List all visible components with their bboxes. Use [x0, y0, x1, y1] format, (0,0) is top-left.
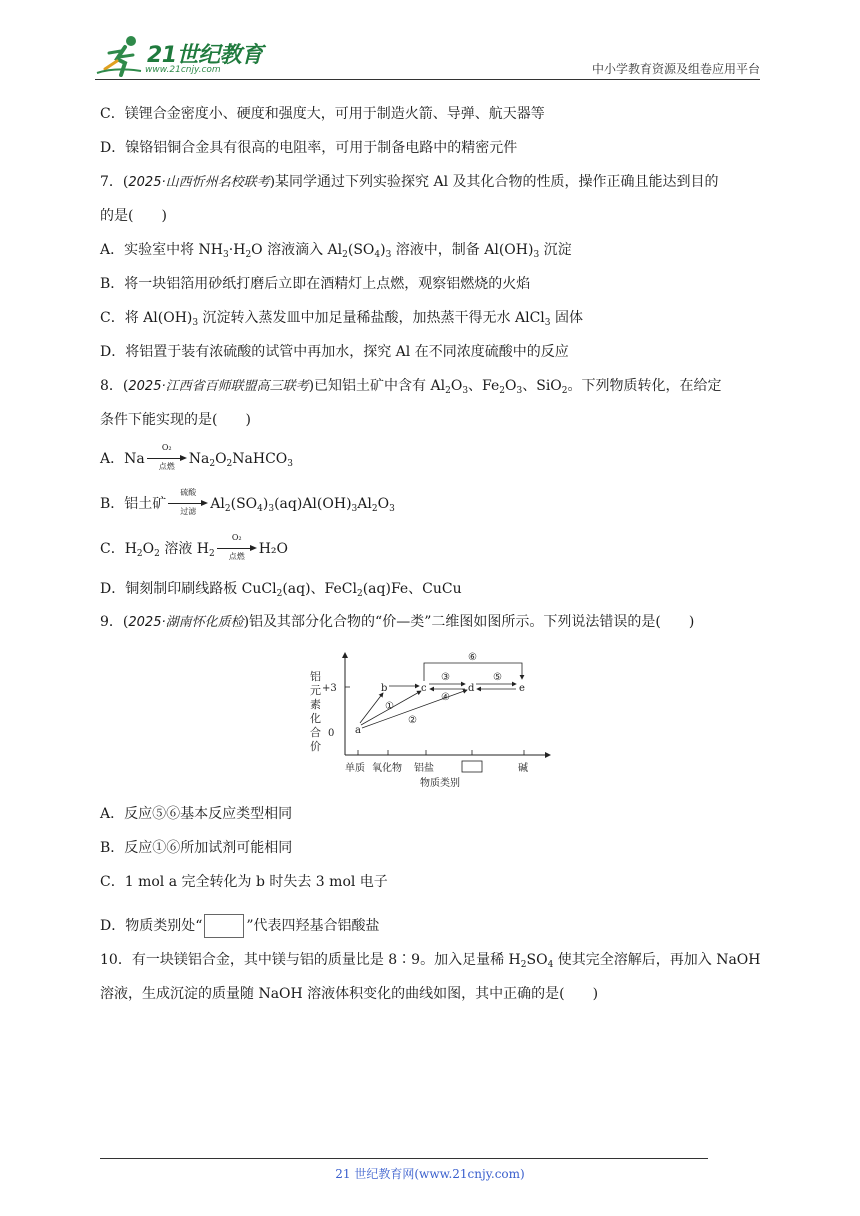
q6-option-d: D．镍铬铝铜合金具有很高的电阻率，可用于制备电路中的精密元件	[100, 140, 518, 156]
y-tick-zero: 0	[328, 728, 335, 739]
q10-stem-line2: 溶液，生成沉淀的质量随 NaOH 溶液体积变化的曲线如图，其中正确的是( )	[100, 986, 599, 1002]
point-a: a	[355, 725, 361, 736]
x-axis-title: 物质类别	[420, 778, 460, 789]
page-header	[95, 33, 760, 81]
platform-name: 中小学教育资源及组卷应用平台	[591, 62, 760, 76]
q9-option-d: D．物质类别处“ ”代表四羟基合铝酸盐	[100, 914, 380, 938]
point-e: e	[519, 683, 525, 694]
y-tick-plus3: +3	[322, 683, 337, 694]
x-tick-element: 单质	[345, 763, 365, 774]
q9-option-b: B．反应①⑥所加试剂可能相同	[100, 840, 293, 856]
reaction-2-label: ②	[408, 715, 417, 726]
point-b: b	[381, 683, 388, 694]
q9-option-a: A．反应⑤⑥基本反应类型相同	[100, 806, 293, 822]
site-logo[interactable]	[95, 33, 270, 77]
reaction-4-label: ④	[441, 692, 450, 703]
q8-option-c: C．$H_2O_2$ 溶液 $H_2$ O₂ 点燃 H₂O	[100, 533, 289, 561]
reaction-5-label: ⑤	[493, 672, 502, 683]
reaction-3-label: ③	[441, 672, 450, 683]
y-axis-label-6: 价	[310, 740, 321, 753]
reaction-arrow: O₂ 点燃	[217, 539, 257, 559]
footer-divider	[100, 1158, 708, 1159]
q7-stem-line1	[100, 172, 719, 193]
q7-option-b: B．将一块铝箔用砂纸打磨后立即在酒精灯上点燃，观察铝燃烧的火焰	[100, 276, 531, 292]
x-tick-base: 碱	[518, 763, 528, 774]
x-tick-oxide: 氧化物	[372, 763, 402, 774]
blank-category-box	[204, 914, 244, 938]
x-tick-aluminum-salt: 铝盐	[414, 763, 434, 774]
q7-source: 2025·山西忻州名校联考	[128, 175, 270, 190]
q7-stem-line2: 的是( )	[100, 208, 167, 224]
q8-option-b: B．铝土矿 硫酸 过滤 $Al_2(SO_4)_3(aq)Al(OH)_3Al_2O_3$	[100, 488, 395, 516]
q8-stem-line1: 8．(2025·江西省百师联盟高三联考)已知铝土矿中含有 $Al_2O_3$、$Fe_2O_3$、SiO$_2$。下列物质转化，在给定	[100, 378, 722, 396]
q8-option-d: D．铜刻制印刷线路板 CuCl$_2$(aq)、FeCl$_2$(aq)Fe、CuCu	[100, 581, 462, 599]
runner-logo-icon	[95, 33, 145, 77]
q9-option-c: C．1 mol a 完全转化为 b 时失去 3 mol 电子	[100, 874, 388, 890]
q7-option-c: C．将 $Al(OH)_3$ 沉淀转入蒸发皿中加足量稀盐酸，加热蒸干得无水 AlCl$_3$ 固体	[100, 310, 583, 328]
q7-stem-text: )某同学通过下列实验探究 Al 及其化合物的性质，操作正确且能达到目的	[269, 174, 719, 190]
q7-option-a: A．实验室中将 $NH_3\cdot H_2O$ 溶液滴入 $Al_2(SO_4)_3$ 溶液中，制备 $Al(OH)_3$ 沉淀	[100, 242, 572, 260]
x-tick-blank-box	[462, 761, 482, 772]
valence-category-diagram	[300, 645, 560, 790]
reaction-6-label: ⑥	[468, 652, 477, 663]
q9-stem: 9．(2025·湖南怀化质检)铝及其部分化合物的“价—类”二维图如图所示。下列说法错误的是( )	[100, 614, 695, 630]
arrow-a-to-b	[360, 693, 383, 723]
y-axis-label-5: 合	[310, 726, 321, 739]
header-divider	[95, 79, 760, 80]
q8-stem-line2: 条件下能实现的是( )	[100, 412, 251, 428]
q6-option-c: C．镁锂合金密度小、硬度和强度大，可用于制造火箭、导弹、航天器等	[100, 106, 545, 122]
q9-source: 2025·湖南怀化质检	[128, 615, 244, 630]
arrow-c-to-e	[424, 663, 522, 681]
q7-number: 7．(	[100, 174, 129, 190]
point-d: d	[468, 683, 475, 694]
reaction-1-label: ①	[385, 701, 394, 712]
y-axis-label-4: 化	[310, 712, 321, 725]
y-axis-label-2: 元	[310, 684, 321, 697]
y-axis-label-3: 素	[310, 698, 321, 711]
q10-stem-line1: 10．有一块镁铝合金，其中镁与铝的质量比是 8∶9。加入足量稀 $H_2SO_4$ 使其完全溶解后，再加入 NaOH	[100, 952, 761, 970]
q8-option-a: A．Na O₂ 点燃 $Na_2O_2NaHCO_3$	[100, 443, 294, 471]
y-axis-label-1: 铝	[310, 670, 321, 683]
q7-option-d: D．将铝置于装有浓硫酸的试管中再加水，探究 Al 在不同浓度硫酸中的反应	[100, 344, 569, 360]
reaction-arrow: 硫酸 过滤	[168, 494, 208, 514]
logo-text: 21世纪教育	[147, 43, 263, 68]
q8-source: 2025·江西省百师联盟高三联考	[128, 379, 309, 394]
reaction-arrow: O₂ 点燃	[147, 449, 187, 469]
logo-url: www.21cnjy.com	[145, 65, 221, 75]
footer-link[interactable]: 21 世纪教育网(www.21cnjy.com)	[335, 1167, 525, 1181]
point-c: c	[421, 683, 427, 694]
